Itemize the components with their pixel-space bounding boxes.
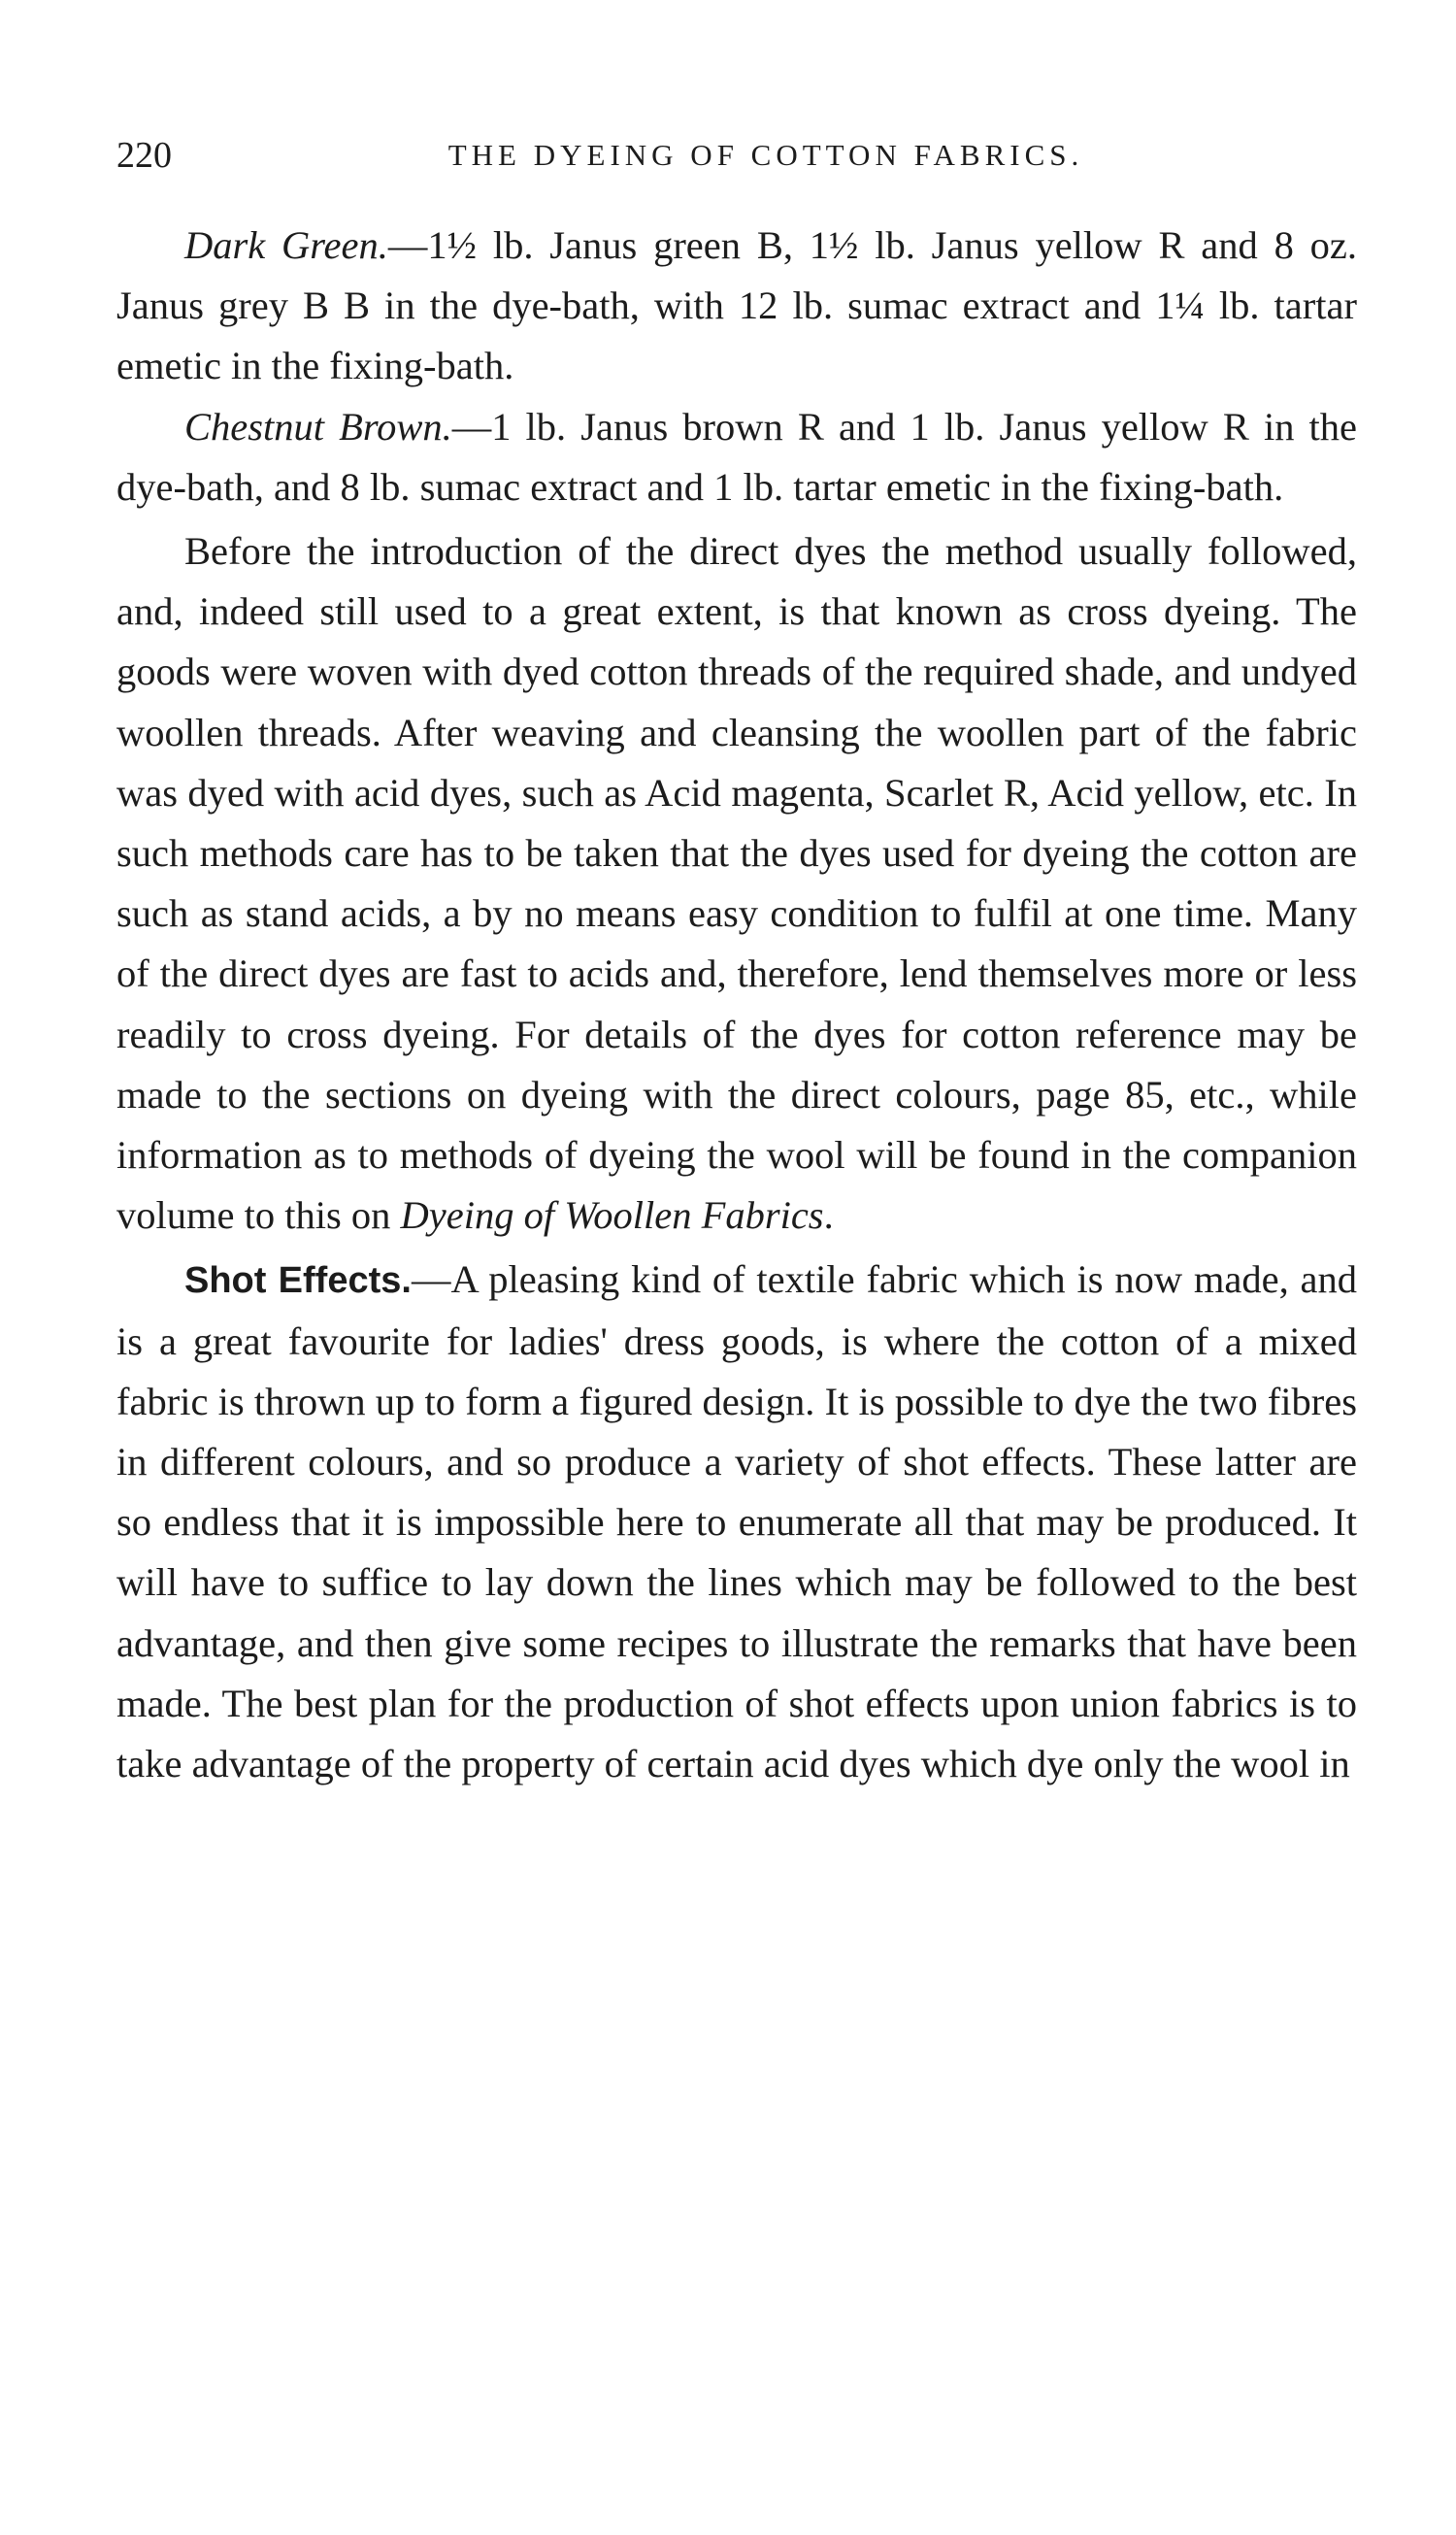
body-text (116, 216, 1357, 1794)
recipe-text-dark-green: —1½ lb. Janus green B, 1½ lb. Janus yellow R and 8 oz. Janus grey B B in the dye-bath, with 12 lb. sumac extract and 1¼ lb. tartar emetic in the fixing-bath. (116, 223, 1357, 388)
recipe-label-dark-green: Dark Green. (184, 223, 388, 267)
paragraph-chestnut-brown (116, 397, 1357, 517)
paragraph-dark-green (116, 216, 1357, 397)
running-title: THE DYEING OF COTTON FABRICS. (447, 138, 1084, 172)
paragraph-cross-dyeing (116, 521, 1357, 1246)
recipe-label-chestnut-brown: Chestnut Brown. (184, 404, 452, 449)
book-title-reference: Dyeing of Woollen Fabrics (400, 1193, 824, 1238)
paragraph-shot-effects (116, 1250, 1357, 1794)
section-heading-shot-effects: Shot Effects. (184, 1260, 412, 1302)
running-header (116, 134, 1357, 192)
recipe-text-chestnut-brown: —1 lb. Janus brown R and 1 lb. Janus yellow R in the dye-bath, and 8 lb. sumac extract and 1 lb. tartar emetic in the fixing-bath. (116, 404, 1358, 509)
cross-dyeing-end: . (823, 1193, 834, 1238)
shot-effects-text: —A pleasing kind of textile fabric which is now made, and is a great favourite for ladies' dress goods, is where the cotton of a mixed fabric is thrown up to form a figured design. It is possible to dye the two fibres in different colours, and so produce a variety of shot effects. These latter are so endless that it is impossible here to enumerate all that may be produced. It will have to suffice to lay down the lines which may be followed to the best advantage, and then give some recipes to illustrate the remarks that have been made. The best plan for the production of shot effects upon union fabrics is to take advantage of the property of certain acid dyes which dye only the wool in (116, 1257, 1358, 1786)
page-number: 220 (116, 135, 172, 176)
cross-dyeing-text: Before the introduction of the direct dyes the method usually followed, and, indeed still used to a great extent, is that known as cross dyeing. The goods were woven with dyed cotton threads of the required shade, and undyed woollen threads. After weaving and cleansing the woollen part of the fabric was dyed with acid dyes, such as Acid magenta, Scarlet R, Acid yellow, etc. In such methods care has to be taken that the dyes used for dyeing the cotton are such as stand acids, a by no means easy condition to fulfil at one time. Many of the direct dyes are fast to acids and, therefore, lend themselves more or less readily to cross dyeing. For details of the dyes for cotton reference may be made to the sections on dyeing with the direct colours, page 85, etc., while information as to methods of dyeing the wool will be found in the companion volume to this on (116, 529, 1357, 1238)
